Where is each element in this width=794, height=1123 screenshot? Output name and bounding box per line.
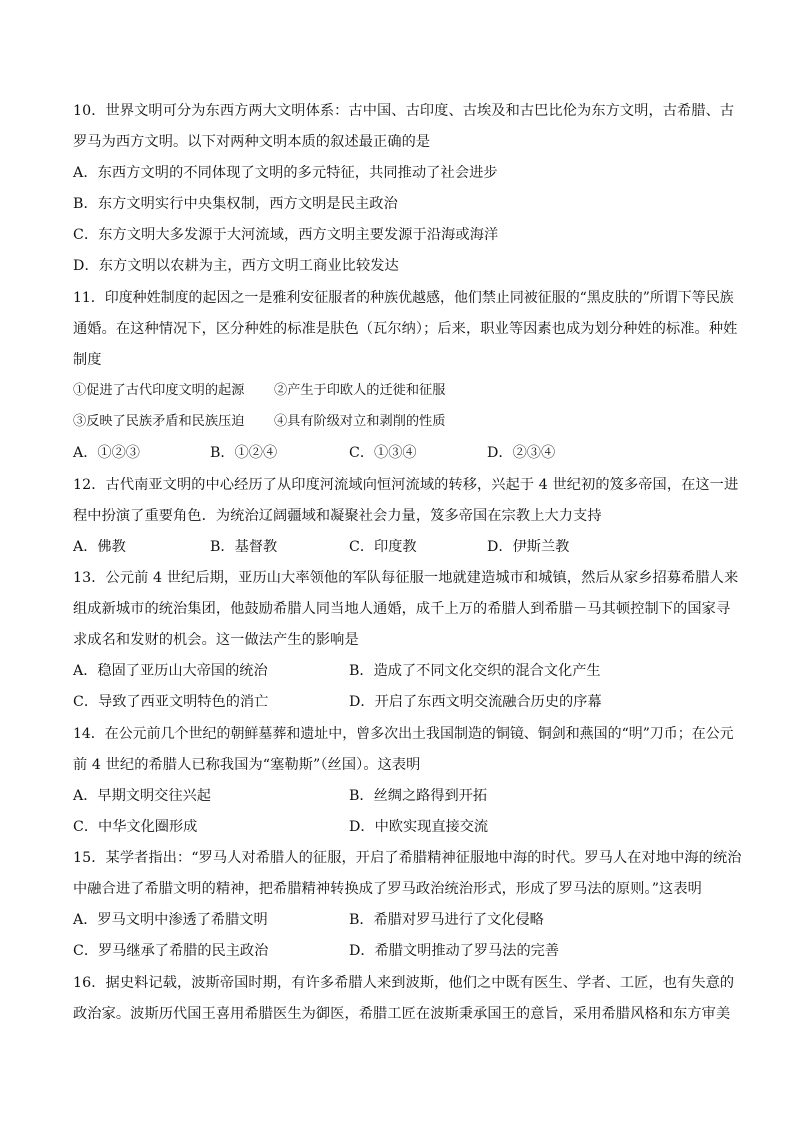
question-12-stem-line-2: 程中扮演了重要角色．为统治辽阔疆域和凝聚社会力量，笈多帝国在宗教上大力支持 — [73, 508, 602, 524]
question-10-option-a: A．东西方文明的不同体现了文明的多元特征，共同推动了社会进步 — [73, 165, 498, 181]
question-14-options-row-1 — [73, 787, 734, 805]
question-11-option-c: C．①③④ — [349, 445, 417, 461]
question-10-stem-line-1: 10．世界文明可分为东西方两大文明体系：古中国、古印度、古埃及和古巴比伦为东方文明，古希腊、古 — [73, 103, 735, 119]
question-14-option-b: B．丝绸之路得到开拓 — [349, 788, 488, 804]
question-16-stem-line-2: 政治家。波斯历代国王喜用希腊医生为御医，希腊工匠在波斯秉承国王的意旨，采用希腊风格和东方审美 — [73, 1006, 731, 1022]
question-13-stem-line-2: 组成新城市的统治集团，他鼓励希腊人同当地人通婚，成千上万的希腊人到希腊－马其顿控制下的国家寻 — [73, 601, 731, 617]
question-15-options-row-1 — [73, 911, 734, 929]
question-10-option-d: D．东方文明以农耕为主，西方文明工商业比较发达 — [73, 258, 399, 274]
question-15-option-d: D．希腊文明推动了罗马法的完善 — [349, 943, 560, 959]
question-13-option-c: C．导致了西亚文明特色的消亡 — [73, 694, 269, 710]
question-16-stem-line-1: 16．据史料记载，波斯帝国时期，有许多希腊人来到波斯，他们之中既有医生、学者、工匠，也有失意的 — [73, 975, 735, 991]
question-11-stem-line-1: 11．印度种姓制度的起因之一是雅利安征服者的种族优越感，他们禁止同被征服的“黑皮肤的”所谓下等民族 — [73, 290, 734, 306]
question-15-option-a: A．罗马文明中渗透了希腊文明 — [73, 912, 268, 928]
question-11-items-row-1 — [73, 382, 734, 400]
question-14-option-c: C．中华文化圈形成 — [73, 819, 198, 835]
question-11-item-3: ③反映了民族矛盾和民族压迫 — [73, 414, 245, 429]
question-14-stem-line-1: 14．在公元前几个世纪的朝鲜墓葬和遗址中，曾多次出土我国制造的铜镜、铜剑和燕国的“明”刀币；在公元 — [73, 726, 734, 742]
question-15-stem-line-1: 15．某学者指出：“罗马人对希腊人的征服，开启了希腊精神征服地中海的时代。罗马人在对地中海的统治 — [73, 850, 742, 866]
question-13-options-row-2 — [73, 693, 734, 711]
question-13-option-d: D．开启了东西文明交流融合历史的序幕 — [349, 694, 602, 710]
question-12-options-row — [73, 538, 734, 556]
question-12-option-d: D．伊斯兰教 — [487, 539, 570, 555]
question-13-stem-line-1: 13．公元前 4 世纪后期，亚历山大率领他的军队每征服一地就建造城市和城镇，然后从家乡招募希腊人来 — [73, 570, 739, 586]
question-15-option-b: B．希腊对罗马进行了文化侵略 — [349, 912, 544, 928]
question-11-stem-line-2: 通婚。在这种情况下，区分种姓的标准是肤色（瓦尔纳）；后来，职业等因素也成为划分种姓的标准。种姓 — [73, 321, 738, 337]
question-10-option-b: B．东方文明实行中央集权制，西方文明是民主政治 — [73, 196, 398, 212]
question-15-options-row-2 — [73, 942, 734, 960]
question-12-option-a: A．佛教 — [73, 539, 126, 555]
question-14-option-a: A．早期文明交往兴起 — [73, 788, 211, 804]
question-13-option-b: B．造成了不同文化交织的混合文化产生 — [349, 663, 601, 679]
question-14-stem-line-2: 前 4 世纪的希腊人已称我国为“塞勒斯”（丝国）。这表明 — [73, 757, 421, 773]
question-13-option-a: A．稳固了亚历山大帝国的统治 — [73, 663, 268, 679]
question-14-option-d: D．中欧实现直接交流 — [349, 819, 489, 835]
question-12-option-c: C．印度教 — [349, 539, 417, 555]
question-11-option-b: B．①②④ — [210, 445, 278, 461]
question-10-stem-line-2: 罗马为西方文明。以下对两种文明本质的叙述最正确的是 — [73, 134, 431, 150]
question-11-option-d: D．②③④ — [487, 445, 556, 461]
question-10-option-c: C．东方文明大多发源于大河流域，西方文明主要发源于沿海或海洋 — [73, 227, 499, 243]
question-11-item-1: ①促进了古代印度文明的起源 — [73, 383, 245, 398]
question-14-options-row-2 — [73, 818, 734, 836]
question-11-items-row-2 — [73, 413, 734, 431]
question-11-item-2: ②产生于印欧人的迁徙和征服 — [274, 383, 446, 398]
question-12-stem-line-1: 12．古代南亚文明的中心经历了从印度河流域向恒河流域的转移，兴起于 4 世纪初的笈多帝国，在这一进 — [73, 477, 739, 493]
question-11-option-a: A．①②③ — [73, 445, 140, 461]
question-13-stem-line-3: 求成名和发财的机会。这一做法产生的影响是 — [73, 632, 359, 648]
question-11-item-4: ④具有阶级对立和剥削的性质 — [274, 414, 446, 429]
question-15-stem-line-2: 中融合进了希腊文明的精神，把希腊精神转换成了罗马政治统治形式，形成了罗马法的原则。”这表明 — [73, 881, 702, 897]
question-12-option-b: B．基督教 — [210, 539, 278, 555]
question-13-options-row-1 — [73, 662, 734, 680]
question-15-option-c: C．罗马继承了希腊的民主政治 — [73, 943, 269, 959]
question-11-options-row — [73, 444, 734, 462]
question-11-stem-line-3: 制度 — [73, 352, 102, 368]
